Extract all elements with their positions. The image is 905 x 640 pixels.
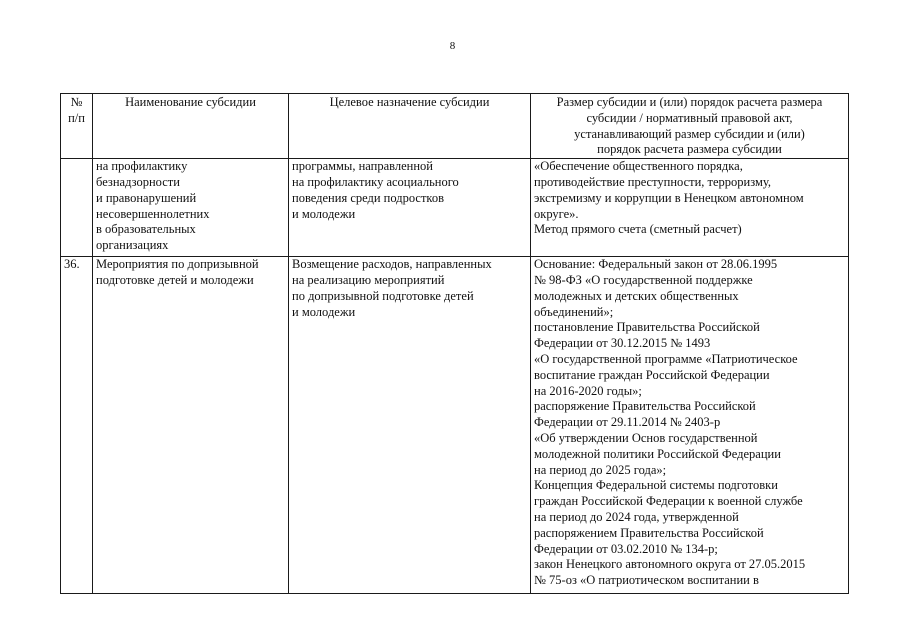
cell-text-line: распоряжением Правительства Российской xyxy=(534,525,764,540)
cell-text-line: Целевое назначение субсидии xyxy=(329,95,490,109)
cell-text-line: распоряжение Правительства Российской xyxy=(534,399,756,414)
cell-text-line: п/п xyxy=(68,110,85,125)
cell-text-line: на профилактику асоциального xyxy=(292,174,459,189)
cell-text-line: объединений»; xyxy=(534,304,614,319)
header-name xyxy=(93,94,289,159)
cell-text-line: противодействие преступности, терроризму, xyxy=(534,174,772,189)
subsidy-name-cell xyxy=(93,159,289,257)
cell-text-line: экстремизму и коррупции в Ненецком автономном xyxy=(534,190,804,205)
cell-text-line: Федерации от 30.12.2015 № 1493 xyxy=(534,336,711,351)
cell-text-line: Федерации от 03.02.2010 № 134-р; xyxy=(534,541,718,556)
row-number-cell xyxy=(61,159,93,257)
cell-text-line: несовершеннолетних xyxy=(96,206,210,221)
cell-text-line: молодежных и детских общественных xyxy=(534,288,739,303)
cell-text-line: «О государственной программе «Патриотическое xyxy=(534,351,798,366)
cell-text-line: на период до 2024 года, утвержденной xyxy=(534,509,739,524)
header-size xyxy=(531,94,849,159)
table-header-row xyxy=(61,94,849,159)
cell-text-line: Мероприятия по допризывной xyxy=(96,257,259,272)
cell-text-line: и молодежи xyxy=(292,304,356,319)
cell-text-line: постановление Правительства Российской xyxy=(534,320,760,335)
cell-text-line: программы, направленной xyxy=(292,159,433,174)
cell-text-line: организациях xyxy=(96,238,169,253)
cell-text-line: порядок расчета размера субсидии xyxy=(597,142,782,157)
header-num xyxy=(61,94,93,159)
subsidy-table xyxy=(60,93,849,594)
cell-text-line: 36. xyxy=(64,257,80,272)
row-number-cell xyxy=(61,257,93,594)
cell-text-line: округе». xyxy=(534,206,579,221)
cell-text-line: «Об утверждении Основ государственной xyxy=(534,430,758,445)
cell-text-line: граждан Российской Федерации к военной службе xyxy=(534,494,803,509)
cell-text-line: № 98-ФЗ «О государственной поддержке xyxy=(534,272,753,287)
cell-text-line: и молодежи xyxy=(292,206,356,221)
cell-text-line: по допризывной подготовке детей xyxy=(292,288,474,303)
subsidy-size-cell xyxy=(531,159,849,257)
cell-text-line: Возмещение расходов, направленных xyxy=(292,257,492,272)
cell-text-line: Концепция Федеральной системы подготовки xyxy=(534,478,778,493)
cell-text-line: № 75-оз «О патриотическом воспитании в xyxy=(534,573,759,588)
cell-text-line: на 2016-2020 годы»; xyxy=(534,383,642,398)
table-row xyxy=(61,257,849,594)
cell-text-line: устанавливающий размер субсидии и (или) xyxy=(574,126,805,141)
cell-text-line: молодежной политики Российской Федерации xyxy=(534,446,781,461)
cell-text-line: воспитание граждан Российской Федерации xyxy=(534,367,770,382)
subsidy-purpose-cell xyxy=(289,159,531,257)
table-row xyxy=(61,159,849,257)
subsidy-purpose-cell xyxy=(289,257,531,594)
cell-text-line: безнадзорности xyxy=(96,174,180,189)
cell-text-line: Наименование субсидии xyxy=(125,95,256,109)
cell-text-line: субсидии / нормативный правовой акт, xyxy=(586,110,793,125)
cell-text-line: № xyxy=(70,95,83,109)
cell-text-line: и правонарушений xyxy=(96,190,197,205)
cell-text-line: на реализацию мероприятий xyxy=(292,272,445,287)
cell-text-line: на период до 2025 года»; xyxy=(534,462,667,477)
cell-text-line: на профилактику xyxy=(96,159,188,174)
cell-text-line: закон Ненецкого автономного округа от 27.05.2015 xyxy=(534,557,806,572)
page-number: 8 xyxy=(449,40,456,52)
cell-text-line: в образовательных xyxy=(96,222,196,237)
cell-text-line: Основание: Федеральный закон от 28.06.1995 xyxy=(534,257,778,272)
cell-text-line: Размер субсидии и (или) порядок расчета размера xyxy=(556,95,823,109)
cell-text-line: Метод прямого счета (сметный расчет) xyxy=(534,222,742,237)
subsidy-name-cell xyxy=(93,257,289,594)
cell-text-line: подготовке детей и молодежи xyxy=(96,272,254,287)
header-purpose xyxy=(289,94,531,159)
cell-text-line: поведения среди подростков xyxy=(292,190,445,205)
subsidy-size-cell xyxy=(531,257,849,594)
cell-text-line: «Обеспечение общественного порядка, xyxy=(534,159,743,174)
cell-text-line: Федерации от 29.11.2014 № 2403-р xyxy=(534,415,721,430)
